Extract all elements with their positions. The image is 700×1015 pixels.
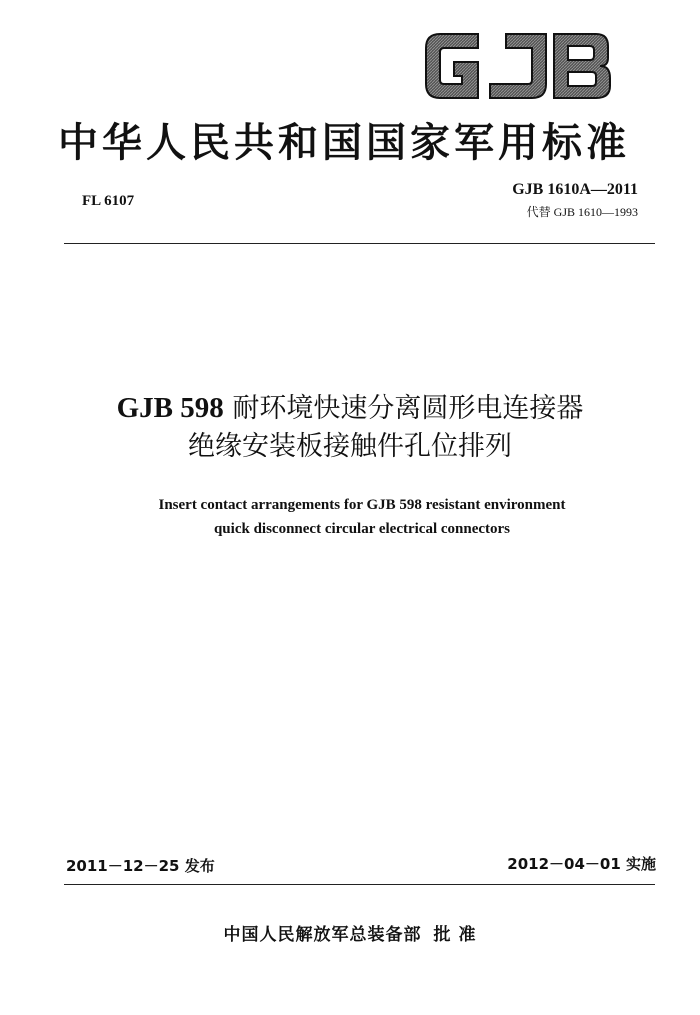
replaces-standard: 代替 GJB 1610—1993 (526, 205, 638, 219)
issuer-name: 中国人民解放军总装备部 (223, 925, 422, 945)
header-divider (64, 243, 655, 244)
approval-label: 批 准 (433, 925, 477, 945)
issue-date: 2011－12－25 发布 (66, 857, 215, 875)
chinese-title-line-1-text: 耐环境快速分离圆形电连接器 (223, 393, 584, 424)
standard-category-title: 中华人民共和国国家军用标准 (58, 119, 630, 166)
issuing-authority (0, 920, 700, 945)
english-title-line-1: Insert contact arrangements for GJB 598 resistant environment (158, 497, 566, 513)
english-title-line-2: quick disconnect circular electrical connectors (213, 521, 511, 537)
standard-number: GJB 1610A—2011 (512, 181, 638, 198)
footer-divider (64, 884, 655, 885)
classification-code: FL 6107 (82, 193, 135, 209)
implementation-date: 2012－04－01 实施 (507, 855, 656, 873)
chinese-title-line-2: 绝缘安装板接触件孔位排列 (188, 431, 512, 462)
gjb-logo (420, 26, 615, 106)
chinese-title-standard-ref: GJB 598 (116, 392, 224, 424)
chinese-title-line-1 (0, 386, 700, 425)
